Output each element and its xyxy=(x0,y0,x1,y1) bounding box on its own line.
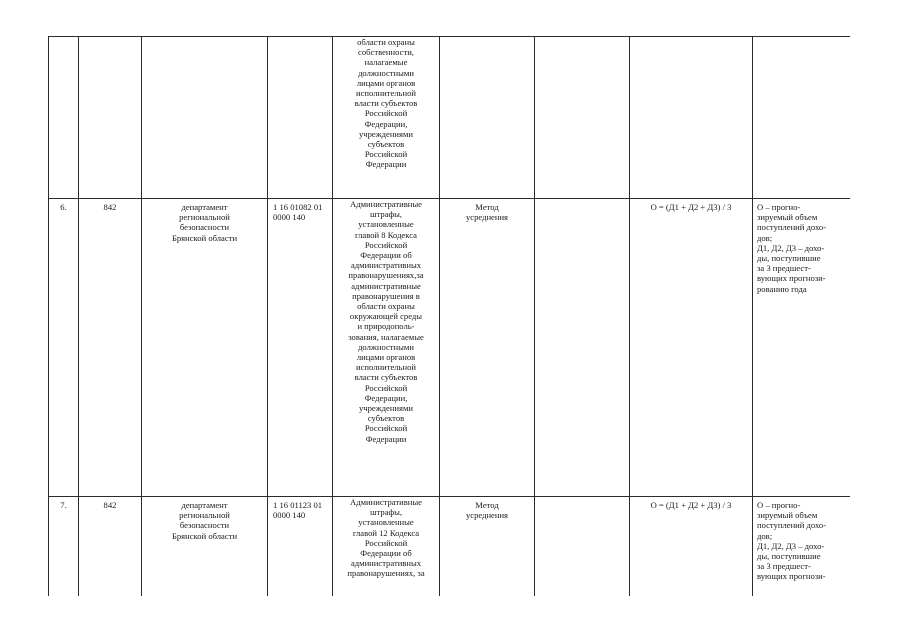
text-line: Административные xyxy=(350,199,422,209)
revenue-name-cell xyxy=(333,37,440,199)
text-line: налагаемые xyxy=(364,57,408,68)
text-line: Федерации об xyxy=(360,548,412,559)
row-number-cell xyxy=(49,37,79,199)
text-line: 1 16 01082 01 xyxy=(273,202,323,212)
text-line: области охраны xyxy=(357,37,415,47)
text-line: усреднения xyxy=(465,212,509,223)
text-line: Российской xyxy=(364,108,408,119)
administrator-cell xyxy=(142,497,268,597)
text-line: зования, налагаемые xyxy=(348,331,424,342)
budget-code-cell xyxy=(268,497,333,597)
text-line: Федерации xyxy=(365,433,407,444)
text-line: установленные xyxy=(358,517,414,528)
text-line: безопасности xyxy=(179,222,230,233)
text-line: правонарушения в xyxy=(352,290,420,301)
administrator-cell xyxy=(142,37,268,199)
text-line: собственности, xyxy=(358,47,414,58)
text-line: Российской xyxy=(364,382,408,393)
formula-cell xyxy=(630,37,753,199)
method-cell xyxy=(440,37,535,199)
text-line: Метод xyxy=(475,500,499,510)
formula-cell: О = (Д1 + Д2 + Д3) / 3 xyxy=(630,199,753,497)
revenue-name-cell xyxy=(333,199,440,497)
text-line: административные xyxy=(351,280,421,291)
text-line: региональной xyxy=(179,510,230,521)
text-line: 0000 140 xyxy=(273,510,306,521)
text-line: дов; xyxy=(757,232,773,243)
text-line: Федерации xyxy=(365,159,407,170)
text-line: за 3 предшест- xyxy=(757,561,811,572)
text-line: безопасности xyxy=(179,520,230,531)
text-line: главой 12 Кодекса xyxy=(352,527,420,538)
text-line: правонарушениях,за xyxy=(348,270,424,281)
text-line: Российской xyxy=(364,239,408,250)
administrator-cell xyxy=(142,199,268,497)
text-line: Российской xyxy=(364,149,408,160)
row-number-cell: 7. xyxy=(49,497,79,597)
text-line: департамент xyxy=(181,202,228,212)
text-line: власти субъектов xyxy=(354,372,418,383)
document-page xyxy=(48,36,850,596)
admin-code-cell xyxy=(79,37,142,199)
text-line: учреждениями xyxy=(358,403,414,414)
empty-cell xyxy=(535,37,630,199)
row-number-cell: 6. xyxy=(49,199,79,497)
text-line: штрафы, xyxy=(369,507,403,518)
text-line: ды, поступившие xyxy=(757,551,821,562)
text-line: вующих прогнози- xyxy=(757,273,826,284)
text-line: Российской xyxy=(364,537,408,548)
text-line: Федерации об xyxy=(360,250,412,261)
text-line: субъектов xyxy=(367,139,405,150)
table-row xyxy=(49,37,851,199)
admin-code-cell: 842 xyxy=(79,199,142,497)
text-line: Брянской области xyxy=(171,530,238,541)
forecast-methods-table xyxy=(48,36,850,596)
formula-legend-cell xyxy=(753,199,851,497)
text-line: за 3 предшест- xyxy=(757,263,811,274)
table-row xyxy=(49,199,851,497)
text-line: поступлений дохо- xyxy=(757,222,827,233)
method-cell xyxy=(440,199,535,497)
text-line: департамент xyxy=(181,500,228,510)
formula-legend-cell xyxy=(753,497,851,597)
text-line: области охраны xyxy=(357,301,415,312)
text-line: рованию года xyxy=(757,283,807,294)
table-body xyxy=(49,37,851,597)
budget-code-cell xyxy=(268,37,333,199)
text-line: дов; xyxy=(757,530,773,541)
text-line: Метод xyxy=(475,202,499,212)
text-line: Д1, Д2, Д3 – дохо- xyxy=(757,242,825,253)
text-line: Российской xyxy=(364,423,408,434)
text-line: исполнительной xyxy=(356,362,416,373)
formula-legend-cell xyxy=(753,37,851,199)
table-row xyxy=(49,497,851,597)
text-line: вующих прогнози- xyxy=(757,571,826,582)
text-line: лицами органов xyxy=(356,352,416,363)
text-line: Федерации, xyxy=(364,118,408,129)
formula-cell: О = (Д1 + Д2 + Д3) / 3 xyxy=(630,497,753,597)
text-line: должностными xyxy=(358,341,414,352)
text-line: должностными xyxy=(358,67,414,78)
text-line: региональной xyxy=(179,212,230,223)
text-line: О – прогно- xyxy=(757,500,801,510)
revenue-name-cell xyxy=(333,497,440,597)
text-line: правонарушениях, за xyxy=(347,568,425,579)
budget-code-cell xyxy=(268,199,333,497)
text-line: административных xyxy=(350,260,422,271)
empty-cell xyxy=(535,199,630,497)
text-line: ды, поступившие xyxy=(757,253,821,264)
text-line: Брянской области xyxy=(171,232,238,243)
text-line: субъектов xyxy=(367,413,405,424)
text-line: исполнительной xyxy=(356,88,416,99)
text-line: усреднения xyxy=(465,510,509,521)
text-line: поступлений дохо- xyxy=(757,520,827,531)
text-line: Д1, Д2, Д3 – дохо- xyxy=(757,540,825,551)
text-line: зируемый объем xyxy=(757,212,818,223)
text-line: Административные xyxy=(350,497,422,507)
text-line: штрафы, xyxy=(369,209,403,220)
text-line: власти субъектов xyxy=(354,98,418,109)
text-line: Федерации, xyxy=(364,392,408,403)
text-line: и природополь- xyxy=(357,321,415,332)
empty-cell xyxy=(535,497,630,597)
method-cell xyxy=(440,497,535,597)
text-line: зируемый объем xyxy=(757,510,818,521)
text-line: учреждениями xyxy=(358,128,414,139)
text-line: окружающей среды xyxy=(349,311,423,322)
text-line: лицами органов xyxy=(356,77,416,88)
text-line: 0000 140 xyxy=(273,212,306,223)
text-line: 1 16 01123 01 xyxy=(273,500,323,510)
text-line: установленные xyxy=(358,219,414,230)
text-line: главой 8 Кодекса xyxy=(355,229,417,240)
admin-code-cell: 842 xyxy=(79,497,142,597)
text-line: О – прогно- xyxy=(757,202,801,212)
text-line: административных xyxy=(350,558,422,569)
